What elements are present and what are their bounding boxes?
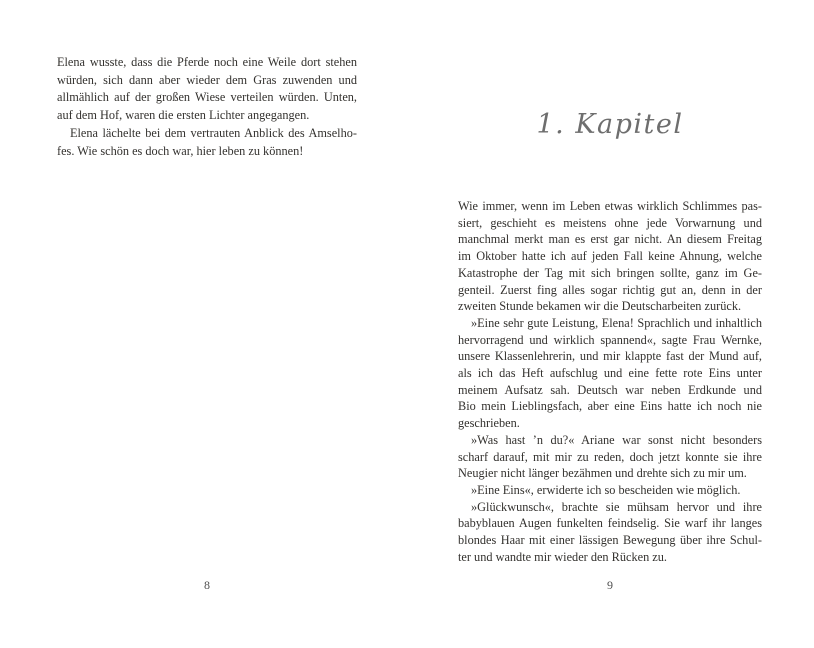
- text-line: »Eine Eins«, erwiderte ich so bescheiden wie möglich.: [471, 482, 741, 497]
- page-number-right: 9: [607, 578, 613, 592]
- page-number-left: 8: [204, 578, 210, 592]
- text-line: Bio mein Lieblingsfach, aber eine Eins hatte ich noch nie: [458, 399, 762, 414]
- text-line: Neugier nicht länger bezähmen und drehte sich zu mir um.: [458, 466, 747, 481]
- text-line: im Oktober hatte ich auf jeden Fall keine Ahnung, welche: [458, 249, 762, 264]
- text-line: meinem Aufsatz sah. Deutsch war neben Erdkunde und: [458, 382, 762, 397]
- text-line: zweiten Stunde bekamen wir die Deutscharbeiten zurück.: [458, 299, 742, 314]
- text-line: manchmal merkt man es erst gar nicht. An diesem Freitag: [458, 232, 762, 247]
- text-line: Elena lächelte bei dem vertrauten Anblick des Amselho-: [70, 125, 357, 140]
- text-line: auf dem Hof, waren die ersten Lichter angegangen.: [57, 108, 310, 123]
- text-line: Wie immer, wenn im Leben etwas wirklich Schlimmes pas-: [458, 199, 762, 213]
- text-line: Elena wusste, dass die Pferde noch eine Weile dort stehen: [57, 55, 357, 69]
- text-line: ter und wandte mir wieder den Rücken zu.: [458, 549, 667, 564]
- text-line: unsere Klassenlehrerin, und mir klappte fast der Mund auf,: [458, 349, 762, 364]
- left-page-text-block: [57, 54, 357, 160]
- text-line: würden, sich dann aber wieder dem Gras zuwenden und: [57, 72, 357, 87]
- text-line: genteil. Zuerst fing alles sogar richtig gut an, denn in der: [458, 282, 762, 297]
- text-line: »Glückwunsch«, brachte sie mühsam hervor und ihre: [471, 499, 762, 514]
- text-line: blondes Haar mit einer lässigen Bewegung über ihre Schul-: [458, 533, 762, 548]
- text-line: »Was hast ’n du?« Ariane war sonst nicht besonders: [471, 432, 762, 447]
- text-line: Katastrophe der Tag mit sich bringen sollte, ganz im Ge-: [458, 265, 762, 280]
- text-line: fes. Wie schön es doch war, hier leben zu können!: [57, 143, 304, 158]
- text-line: siert, geschieht es meistens ohne jede Vorwarnung und: [458, 215, 762, 230]
- text-line: als ich das Heft aufschlug und eine fette rote Eins unter: [458, 366, 762, 381]
- text-line: hervorragend und wirklich spannend«, sagte Frau Wernke,: [458, 332, 762, 347]
- text-line: babyblauen Augen funkelten feindselig. Sie warf ihr langes: [458, 516, 762, 531]
- right-page-text-block: [458, 198, 762, 565]
- chapter-heading: 1. Kapitel: [536, 109, 684, 140]
- text-line: scharf darauf, mit mir zu reden, doch jetzt konnte sie ihre: [458, 449, 762, 464]
- text-line: allmählich auf der großen Wiese verteilen würden. Unten,: [57, 90, 357, 105]
- text-line: »Eine sehr gute Leistung, Elena! Sprachlich und inhaltlich: [471, 315, 762, 330]
- text-line: geschrieben.: [458, 416, 520, 431]
